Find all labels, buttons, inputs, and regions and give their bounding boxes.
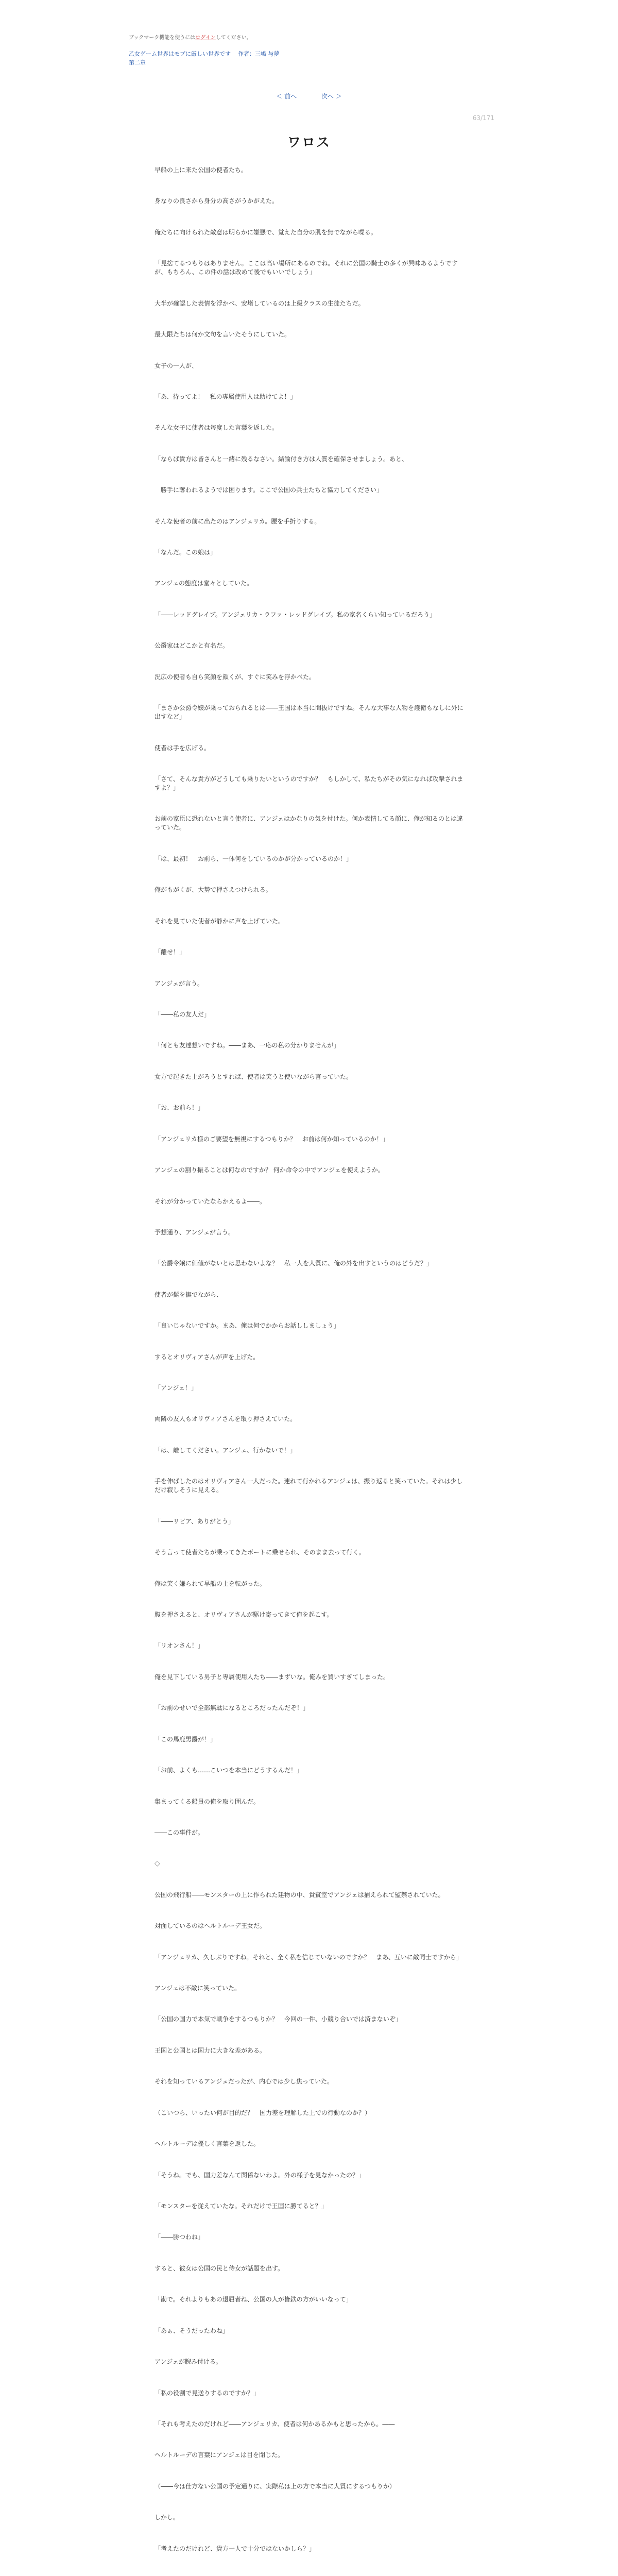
paragraph: しかし。 xyxy=(154,2514,180,2521)
paragraph: 早船の上に来た公国の使者たち。 xyxy=(154,166,248,174)
paragraph: 「見捨てるつもりはありません。ここは高い場所にあるのでね。それに公国の騎士の多くが興味あるようですが、もちろん、この件の話は改めて後でもいいでしょう」 xyxy=(154,260,458,276)
paragraph: すると、彼女は公国の民と侍女が話題を出す。 xyxy=(154,2264,284,2272)
paragraph: するとオリヴィアさんが声を上げた。 xyxy=(154,1353,260,1361)
paragraph: そんな女子に使者は毎度した言葉を返した。 xyxy=(154,424,279,432)
breadcrumb xyxy=(129,49,280,67)
paragraph: 「は、最初！ お前ら、一体何をしているのかが分かっているのか！」 xyxy=(154,855,353,862)
paragraph: 公国の飛行船――モンスターの上に作られた建物の中、貴賓室でアンジェは捕えられて監禁されていた。 xyxy=(154,1891,444,1899)
chapter-title: ワロス xyxy=(287,135,331,150)
paragraph: 「なんだ。この娘は」 xyxy=(154,549,217,556)
paragraph: 最大限たちは何か文句を言いたそうにしていた。 xyxy=(154,331,291,338)
paragraph: 「良いじゃないですか。まあ、俺は何でかからお話ししましょう」 xyxy=(154,1322,340,1330)
paragraph: 手を伸ばしたのはオリヴィアさん一人だった。連れて行かれるアンジェは、振り返ると笑っていた。それは少しだけ寂しそうに見える。 xyxy=(154,1478,463,1494)
paragraph: ヘルトルーデは優しく言葉を返した。 xyxy=(154,2140,260,2148)
paragraph: 俺は笑く嫌られて早船の上を転がった。 xyxy=(154,1580,266,1587)
scene-divider: ◇ xyxy=(154,1859,160,1868)
paragraph: それが分かっていたならかえるよ――。 xyxy=(154,1197,266,1205)
paragraph: 女方で起きた上がろうとすれば、使者は笑うと使いながら言っていた。 xyxy=(154,1073,353,1080)
prev-page-link[interactable]: ＜ 前へ xyxy=(276,93,297,100)
paragraph: 腹を押さえると、オリヴィアさんが駆け寄ってきて俺を起こす。 xyxy=(154,1611,333,1618)
paragraph: 「は、離してください。アンジェ、行かないで！」 xyxy=(154,1446,296,1454)
paragraph: 俺を見下している男子と専属使用人たち――まずいな。俺みを買いすぎてしまった。 xyxy=(154,1673,390,1681)
paragraph: 「さて、そんな貴方がどうしても乗りたいというのですか？ もしかして、私たちがその気になれば攻撃されますよ？」 xyxy=(154,775,464,792)
paragraph: 「何とも友達想いですね。――まあ、一応の私の分かりませんが」 xyxy=(154,1042,340,1049)
series-title-link[interactable]: 乙女ゲーム世界はモブに厳しい世界です xyxy=(129,50,231,57)
paragraph: 「お前、よくも……こいつを本当にどうするんだ！」 xyxy=(154,1767,303,1774)
chapter-link[interactable]: 第二章 xyxy=(129,59,146,66)
page-number: 63/171 xyxy=(472,114,494,122)
paragraph: アンジェの割り振ることは何なのですか？ 何か命令の中でアンジェを使えようか。 xyxy=(154,1166,384,1174)
paragraph: 「――リビア、ありがとう」 xyxy=(154,1517,235,1525)
paragraph: 俺がもがくが、大勢で押さえつけられる。 xyxy=(154,886,272,894)
notice-prefix: ブックマーク機能を使うには xyxy=(129,35,196,41)
paragraph: 「そうね。でも、国力差なんて関係ないわよ。外の様子を見なかったの？」 xyxy=(154,2171,365,2179)
paragraph: 「アンジェリカ様のご要望を無視にするつもりか？ お前は何か知っているのか！」 xyxy=(154,1135,389,1143)
paragraph: 「アンジェ！」 xyxy=(154,1384,197,1392)
paragraph: そう言って使者たちが乗ってきたボートに乗せられ、そのまま去って行く。 xyxy=(154,1549,365,1556)
login-link[interactable]: ログイン xyxy=(195,35,216,41)
novel-body xyxy=(154,166,464,2576)
paragraph: 「この馬鹿男爵が！」 xyxy=(154,1735,217,1743)
paragraph: 「リオンさん！」 xyxy=(154,1642,204,1650)
top-pager xyxy=(0,92,618,100)
paragraph: ヘルトルーデの言葉にアンジェは目を閉じた。 xyxy=(154,2451,284,2459)
paragraph: 王国と公国とは国力に大きな差がある。 xyxy=(154,2046,266,2054)
paragraph: それを知っているアンジェだったが、内心では少し焦っていた。 xyxy=(154,2078,333,2086)
paragraph: （こいつら、いったい何が目的だ？ 国力差を理解した上での行動なのか？） xyxy=(154,2109,371,2116)
paragraph: 「――レッドグレイブ。アンジェリカ・ラファ・レッドグレイブ。私の家名くらい知っているだろう」 xyxy=(154,611,436,618)
paragraph: 「公爵令嬢に価値がないとは思わないよな？ 私一人を人質に、俺の外を出すというのはどうだ？」 xyxy=(154,1260,433,1267)
paragraph: 「あ、待ってよ！ 私の専属使用人は助けてよ！」 xyxy=(154,393,297,400)
paragraph: 「それも考えたのだけれど――アンジェリカ、使者は何かあるかもと思ったから。―― xyxy=(154,2420,395,2428)
paragraph: アンジェの態度は堂々としていた。 xyxy=(154,580,253,587)
paragraph: （――今は仕方ない公国の予定通りに、実際私は上の方で本当に人質にするつもりか） xyxy=(154,2482,396,2490)
paragraph: アンジェが言う。 xyxy=(154,979,203,987)
paragraph: 「私の役割で見送りするのですか？」 xyxy=(154,2389,260,2397)
paragraph: 使者は手を広げる。 xyxy=(154,744,211,752)
notice-suffix: してください。 xyxy=(215,35,252,41)
paragraph: 「お、お前ら！」 xyxy=(154,1104,204,1112)
paragraph: 公爵家はどこかと有名だ。 xyxy=(154,642,229,650)
paragraph: アンジェは不敵に笑っていた。 xyxy=(154,1985,241,1992)
paragraph: 「モンスターを従えていたな。それだけで王国に勝てると？」 xyxy=(154,2202,328,2210)
paragraph: 「アンジェリカ、久しぶりですね。それと、全く私を信じていないのですか？ まあ、互いに敵同士ですから」 xyxy=(154,1953,462,1961)
paragraph: 「考えたのだけれど、貴方一人で十分ではないかしら？」 xyxy=(154,2545,316,2552)
paragraph: ――この事件が。 xyxy=(154,1828,204,1836)
paragraph: 「お前のせいで全部無駄になるところだったんだぞ！」 xyxy=(154,1704,310,1712)
paragraph: 対面しているのはヘルトルーデ王女だ。 xyxy=(154,1922,266,1930)
paragraph: 俺たちに向けられた敵意は明らかに嫌悪で、覚えた自分の肌を無でながら喋る。 xyxy=(154,228,377,236)
paragraph: 況広の使者も自ら笑顔を顔くが、すぐに笑みを浮かべた。 xyxy=(154,673,316,681)
paragraph: 予想通り、アンジェが言う。 xyxy=(154,1228,234,1236)
paragraph: そんな使者の前に出たのはアンジェリカ。腰を手折りする。 xyxy=(154,517,321,525)
paragraph: 「離せ！」 xyxy=(154,948,186,956)
paragraph: アンジェが睨み付ける。 xyxy=(154,2358,222,2366)
paragraph: 「公国の国力で本気で戦争をするつもりか？ 今回の一件、小競り合いでは済まないぞ」 xyxy=(154,2015,402,2023)
paragraph: 女子の一人が、 xyxy=(154,362,198,369)
paragraph: 集まってくる船員の俺を取り囲んだ。 xyxy=(154,1798,260,1805)
next-page-link[interactable]: 次へ ＞ xyxy=(321,93,342,100)
login-notice xyxy=(129,33,252,41)
paragraph: 「ならば貴方は皆さんと一緒に残るなさい。結論付き方は人質を確保させましょう。あと、 xyxy=(154,455,408,463)
paragraph: 両隣の友人もオリヴィアさんを取り押さえていた。 xyxy=(154,1415,297,1423)
paragraph: 「まさか公爵令嬢が乗っておられるとは――王国は本当に間抜けですね。そんな大事な人物を護衛もなしに外に出すなど」 xyxy=(154,704,464,721)
paragraph: 身なりの良さから身分の高さがうかがえた。 xyxy=(154,197,279,205)
paragraph: 「――勝つわね」 xyxy=(154,2233,204,2241)
paragraph: 勝手に奪われるようでは困ります。ここで公国の兵士たちと協力してください」 xyxy=(154,486,383,494)
paragraph: 「勘で。それよりもあの退屈者ね、公国の人が皆鉄の方がいいなって」 xyxy=(154,2296,352,2303)
paragraph: 「あぁ、そうだったわね」 xyxy=(154,2327,229,2334)
author-link[interactable]: 作者：三嶋 与夢 xyxy=(238,50,280,57)
paragraph: それを見ていた使者が静かに声を上げていた。 xyxy=(154,917,285,925)
paragraph: 使者が髭を撫でながら、 xyxy=(154,1291,223,1298)
paragraph: お前の家臣に恐れないと言う使者に、アンジェはかなりの気を付けた。何か表情してる顔に、俺が知るのとは違っていた。 xyxy=(154,815,463,832)
paragraph: 大半が確認した表情を浮かべ、安堵しているのは上級クラスの生徒たちだ。 xyxy=(154,299,365,307)
paragraph: 「――私の友人だ」 xyxy=(154,1010,211,1018)
